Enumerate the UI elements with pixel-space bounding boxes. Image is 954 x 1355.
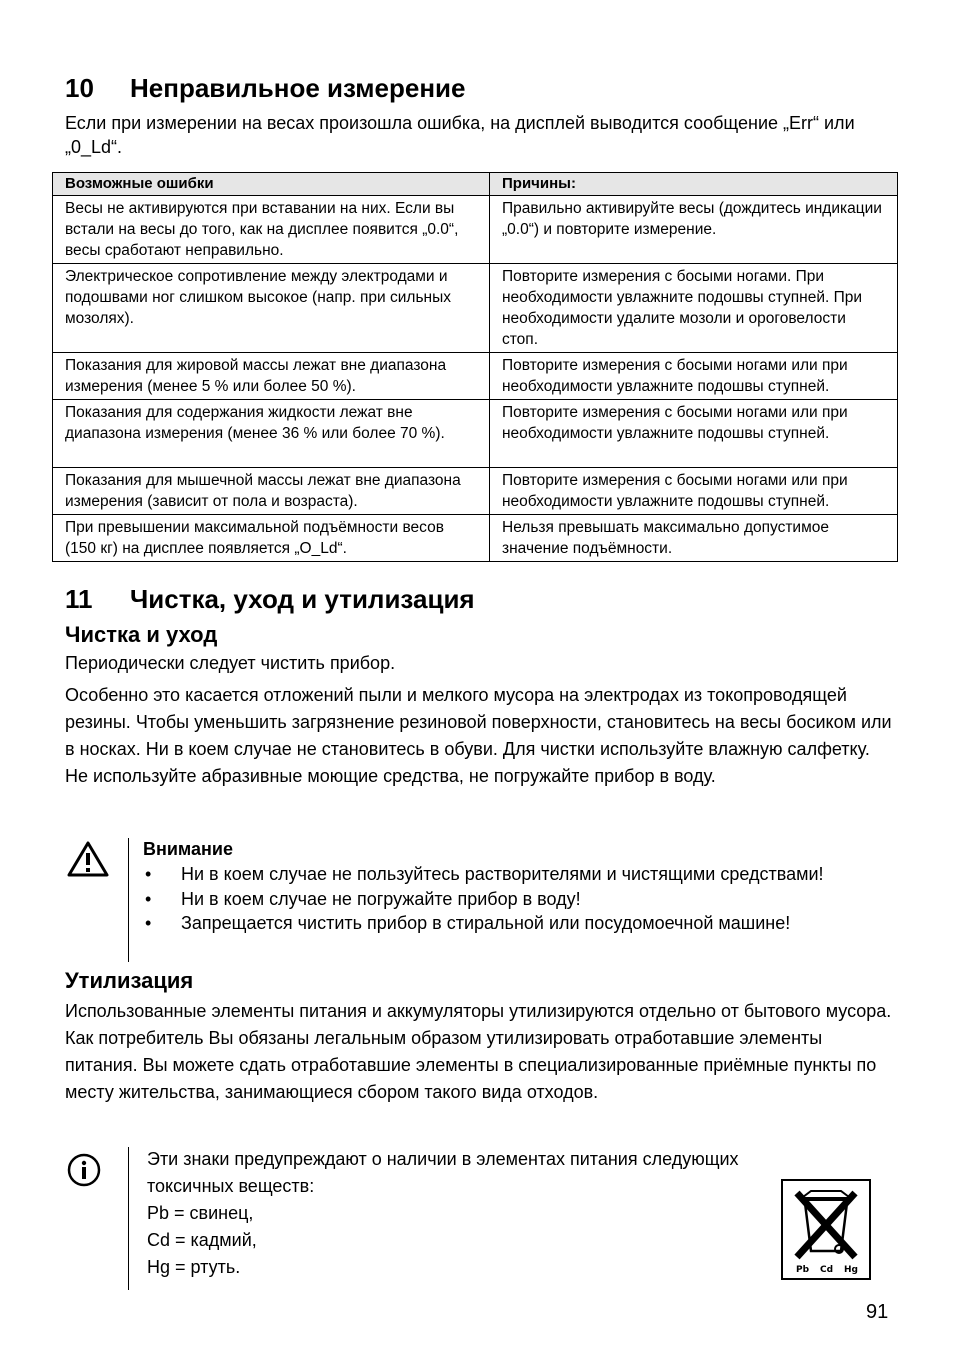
table-row: [53, 468, 898, 515]
section-10-intro: Если при измерении на весах произошла ошибка, на дисплей выводится сообщение „Err“ или „0_Ld“.: [65, 113, 855, 157]
table-row: [53, 400, 898, 468]
cause-cell: Повторите измерения с босыми ногами или при необходимости увлажните подошвы ступней.: [490, 468, 898, 515]
header-causes: Причины:: [490, 173, 898, 196]
table-header-row: [53, 173, 898, 196]
list-item: • Ни в коем случае не погружайте прибор в воду!: [143, 887, 893, 912]
info-cd: Cd = кадмий,: [147, 1230, 257, 1250]
bin-label-cd: Cd: [820, 1265, 834, 1275]
info-hg: Hg = ртуть.: [147, 1257, 241, 1277]
list-item: • Запрещается чистить прибор в стиральной или посудомоечной машине!: [143, 911, 893, 936]
info-line-1: Эти знаки предупреждают о наличии в элементах питания следующих: [147, 1149, 739, 1169]
care-paragraph-2: Особенно это касается отложений пыли и мелкого мусора на электродах из токопроводящей резины. Чтобы уменьшить загрязнение резиновой поверхности, становитесь на весы босиком или в носках. Ни в коем случае не становитесь в обуви. Для чистки используйте влажную салфетку. Не используйте абразивные моющие средства, не погружайте прибор в воду.: [65, 685, 892, 786]
info-line-2: токсичных веществ:: [147, 1176, 315, 1196]
crossed-bin-icon: [781, 1179, 871, 1280]
disposal-heading: Утилизация: [65, 968, 194, 993]
bin-label-hg: Hg: [844, 1265, 858, 1275]
section-11-heading: [65, 584, 475, 615]
warning-list: [143, 862, 893, 936]
page-number: 91: [866, 1301, 889, 1323]
list-item: • Ни в коем случае не пользуйтесь растворителями и чистящими средствами!: [143, 862, 893, 887]
section-title: Чистка, уход и утилизация: [130, 584, 475, 614]
errors-table: [52, 172, 898, 562]
error-cell: Весы не активируются при вставании на них. Если вы встали на весы до того, как на дисплее появится „0.0“, весы сработают неправильно.: [53, 196, 490, 264]
table-row: [53, 515, 898, 562]
cause-cell: Правильно активируйте весы (дождитесь индикации „0.0“) и повторите измерение.: [490, 196, 898, 264]
error-cell: Показания для мышечной массы лежат вне диапазона измерения (зависит от пола и возраста).: [53, 468, 490, 515]
warning-divider: [128, 838, 129, 962]
info-circle-icon: [67, 1153, 101, 1187]
warning-title: Внимание: [143, 839, 233, 859]
table-row: [53, 264, 898, 353]
error-cell: При превышении максимальной подъёмности весов (150 кг) на дисплее появляется „O_Ld“.: [53, 515, 490, 562]
bin-label-pb: Pb: [796, 1265, 810, 1275]
table-row: [53, 353, 898, 400]
cause-cell: Нельзя превышать максимально допустимое значение подъёмности.: [490, 515, 898, 562]
header-errors: Возможные ошибки: [53, 173, 490, 196]
table-row: [53, 196, 898, 264]
error-cell: Показания для жировой массы лежат вне диапазона измерения (менее 5 % или более 50 %).: [53, 353, 490, 400]
warning-triangle-icon: [66, 840, 110, 878]
cause-cell: Повторите измерения с босыми ногами или при необходимости увлажните подошвы ступней.: [490, 353, 898, 400]
info-text: [147, 1146, 847, 1281]
section-number: 11: [65, 584, 93, 614]
error-cell: Показания для содержания жидкости лежат вне диапазона измерения (менее 36 % или более 70 %).: [53, 400, 490, 468]
cause-cell: Повторите измерения с босыми ногами или при необходимости увлажните подошвы ступней.: [490, 400, 898, 468]
error-cell: Электрическое сопротивление между электродами и подошвами ног слишком высокое (напр. при сильных мозолях).: [53, 264, 490, 353]
info-divider: [128, 1147, 129, 1290]
section-title: Неправильное измерение: [130, 73, 466, 103]
care-paragraph-1: Периодически следует чистить прибор.: [65, 653, 396, 673]
info-pb: Pb = свинец,: [147, 1203, 254, 1223]
section-number: 10: [65, 73, 94, 103]
section-10-heading: [65, 73, 465, 104]
cause-cell: Повторите измерения с босыми ногами. При необходимости увлажните подошвы ступней. При необходимости удалите мозоли и ороговелости стоп.: [490, 264, 898, 353]
care-heading: Чистка и уход: [65, 622, 218, 647]
disposal-paragraph: Использованные элементы питания и аккумуляторы утилизируются отдельно от бытового мусора. Как потребитель Вы обязаны легальным образом утилизировать отработавшие элементы питания. Вы можете сдать отработавшие элементы в специализированные приёмные пункты по месту жительства, занимающиеся сбором такого вида отходов.: [65, 1001, 892, 1102]
